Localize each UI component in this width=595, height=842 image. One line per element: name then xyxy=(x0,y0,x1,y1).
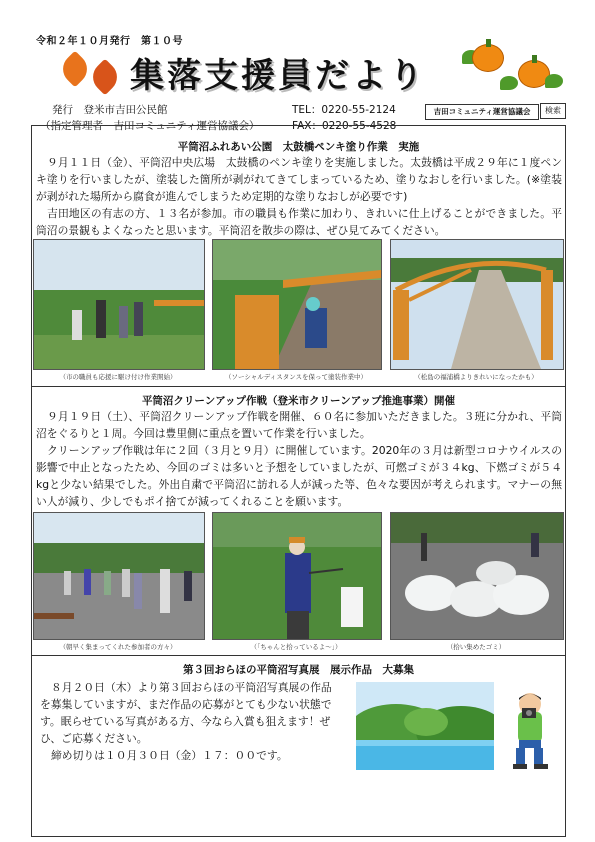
maple-leaf-icon xyxy=(57,51,94,88)
divider xyxy=(31,655,566,656)
photo-collected-trash xyxy=(390,512,564,640)
caption: （拾い集めたゴミ） xyxy=(446,643,506,651)
photo-bridge-work-start xyxy=(33,239,205,370)
photo-collected-trash-image xyxy=(391,513,563,639)
caption: （「ちゃんと拾っているよ～」） xyxy=(250,643,342,651)
section2-heading: 平筒沼クリーンアップ作戦（登米市クリーンアップ推進事業）開催 xyxy=(141,395,456,407)
newsletter-title: 集落支援員だより xyxy=(130,56,426,96)
photo-bridge-work-start-image xyxy=(34,240,204,369)
photo-picking-trash xyxy=(212,512,382,640)
section2-para1: ９月１９日（土）、平筒沼クリーンアップ作戦を開催、６０名に参加いただきました。３班に分かれ、平筒沼をぐるりと１周。今回は豊里側に重点を置いて作業を行いました。 xyxy=(36,410,562,440)
section2-paragraph xyxy=(36,408,562,510)
pumpkin-icon xyxy=(472,44,504,72)
section3-para1: ８月２０日（木）より第３回おらほの平筒沼写真展の作品を募集していますが、まだ作品の応募がとても少ない状態です。眠らせている写真がある方、今なら入賞も狙えます！ぜひ、ご応募ください。 xyxy=(40,681,332,745)
photo-participants-image xyxy=(34,513,204,639)
section2-para2: クリーンアップ作戦は年に２回（３月と９月）に開催しています。2020年の３月は新型コロナウイルスの影響で中止となったため、今回のゴミは多いと予想をしていましたが、可燃ゴミが３４kg、下燃ゴミが５４kgと少ない結果でした。外出自粛で平筒沼に訪れる人が減った等、色々な要因が考えられます。マナーの無い人が減り、少しでもポイ捨てが減ってくれることを願います。 xyxy=(36,444,562,508)
fax: FAX：0220-55-4528 xyxy=(292,120,397,132)
publisher: 発行 登米市吉田公民館 xyxy=(52,104,168,116)
section1-para1: ９月１１日（金）、平筒沼中央広場 太鼓橋のペンキ塗りを実施しました。太鼓橋は平成２９年に１度ペンキ塗りを行いましたが、塗装した箇所が剥がれてきてしまっているため、塗りなおしを行いました。(※塗装が剥がれた場所から腐食が進んでしまうため定期的な塗りなおしが必要です) xyxy=(36,156,562,203)
leaf-icon xyxy=(500,76,518,90)
section1-para2: 吉田地区の有志の方、１３名が参加。市の職員も作業に加わり、きれいに仕上げることができました。平筒沼の景観もよくなったと思います。平筒沼を散歩の際は、ぜひ見てみてください。 xyxy=(36,207,562,237)
caption: （ソーシャルディスタンスを保って塗装作業中） xyxy=(224,373,368,381)
maple-leaf-icon xyxy=(87,59,124,96)
photo-painting-image xyxy=(213,240,381,369)
manager: （指定管理者 吉田コミュニティ運営協議会） xyxy=(40,120,260,132)
search-button[interactable]: 検索 xyxy=(540,103,566,119)
section1-paragraph xyxy=(36,154,562,239)
section3-para2: 締め切りは１０月３０日（金）１７：００です。 xyxy=(51,749,288,762)
landscape-illustration-image xyxy=(356,682,494,770)
photo-finished-bridge-image xyxy=(391,240,563,369)
issue-line: 令和２年１０月発行 第１０号 xyxy=(36,36,183,47)
caption: （朝早く集まってくれた参加者の方々） xyxy=(59,643,177,651)
org-badge[interactable]: 吉田コミュニティ運営協議会 xyxy=(425,104,539,120)
section3-heading: 第３回おらほの平筒沼写真展 展示作品 大募集 xyxy=(183,664,414,676)
leaf-icon xyxy=(545,74,563,88)
photographer-illustration xyxy=(506,690,554,770)
section3-paragraph xyxy=(40,679,340,764)
section1-heading: 平筒沼ふれあい公園 太鼓橋ペンキ塗り作業 実施 xyxy=(177,141,420,153)
divider xyxy=(31,386,566,387)
photo-picking-trash-image xyxy=(213,513,381,639)
caption: （市の職員も応援に駆け付け作業開始） xyxy=(59,373,177,381)
landscape-illustration xyxy=(356,682,494,770)
photo-finished-bridge xyxy=(390,239,564,370)
caption: （松島の福浦橋よりきれいになったかも） xyxy=(414,373,538,381)
tel: TEL：0220-55-2124 xyxy=(292,104,396,116)
photo-painting xyxy=(212,239,382,370)
photographer-image xyxy=(506,690,554,770)
photo-participants xyxy=(33,512,205,640)
